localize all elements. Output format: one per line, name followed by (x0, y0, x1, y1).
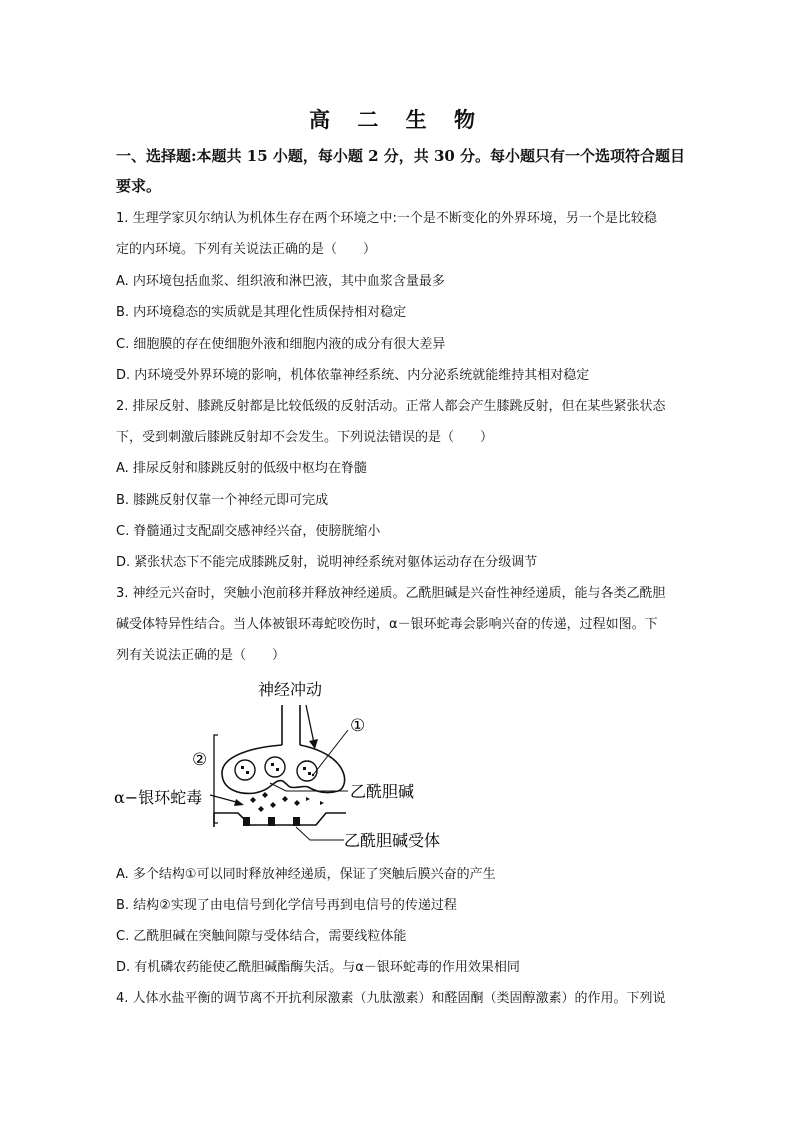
q2-option-b: B. 膝跳反射仅靠一个神经元即可完成 (116, 493, 329, 508)
postsynaptic-membrane (214, 813, 346, 827)
q1-option-a: A. 内环境包括血浆、组织液和淋巴液，其中血浆含量最多 (116, 274, 445, 289)
q3-stem-line3: 列有关说法正确的是（ ） (116, 648, 286, 663)
q2-option-d: D. 紧张状态下不能完成膝跳反射，说明神经系统对躯体运动存在分级调节 (116, 555, 538, 570)
bracket-structure-2 (214, 735, 218, 823)
q3-option-b: B. 结构②实现了由电信号到化学信号再到电信号的传递过程 (116, 898, 457, 913)
section-heading-line1: 一、选择题:本题共 15 小题，每小题 2 分，共 30 分。每小题只有一个选项符合题目 (116, 147, 686, 165)
receptor-leader (296, 827, 344, 840)
vesicle-contents (241, 763, 311, 775)
page-title: 高 二 生 物 (309, 107, 485, 132)
q1-option-d: D. 内环境受外界环境的影响，机体依靠神经系统、内分泌系统就能维持其相对稳定 (116, 368, 590, 383)
section-heading-line2: 要求。 (116, 177, 162, 195)
q3-stem-line2: 碱受体特异性结合。当人体被银环毒蛇咬伤时，α－银环蛇毒会影响兴奋的传递，过程如图。下 (116, 617, 658, 632)
q2-stem-line2: 下，受到刺激后膝跳反射却不会发生。下列说法错误的是（ ） (116, 430, 494, 445)
q2-option-a: A. 排尿反射和膝跳反射的低级中枢均在脊髓 (116, 461, 367, 476)
q4-stem-line1: 4. 人体水盐平衡的调节离不开抗利尿激素（九肽激素）和醛固酮（类固醇激素）的作用。下列说 (116, 991, 666, 1006)
q2-option-c: C. 脊髓通过支配副交感神经兴奋，使膀胱缩小 (116, 524, 381, 539)
q3-option-d: D. 有机磷农药能使乙酰胆碱酯酶失活。与α－银环蛇毒的作用效果相同 (116, 960, 520, 975)
q3-stem-line1: 3. 神经元兴奋时，突触小泡前移并释放神经递质。乙酰胆碱是兴奋性神经递质，能与各类乙酰胆 (116, 586, 666, 601)
synaptic-vesicle (235, 760, 255, 780)
label-nerve-impulse: 神经冲动 (258, 680, 323, 699)
synapse-diagram (110, 675, 490, 850)
q1-stem-line2: 定的内环境。下列有关说法正确的是（ ） (116, 242, 377, 257)
q3-option-c: C. 乙酰胆碱在突触间隙与受体结合，需要线粒体能 (116, 929, 407, 944)
q3-option-a: A. 多个结构①可以同时释放神经递质，保证了突触后膜兴奋的产生 (116, 867, 496, 882)
label-structure-1: ① (350, 716, 366, 736)
label-bungarotoxin: α−银环蛇毒 (114, 788, 203, 807)
toxin-arrowhead (234, 799, 244, 806)
label-1-leader (313, 730, 348, 775)
synaptic-vesicle (297, 761, 317, 781)
impulse-arrow (306, 705, 314, 743)
label-structure-2: ② (192, 750, 208, 770)
released-acetylcholine (250, 792, 324, 812)
q2-stem-line1: 2. 排尿反射、膝跳反射都是比较低级的反射活动。正常人都会产生膝跳反射，但在某些紧张状态 (116, 399, 666, 414)
q1-option-c: C. 细胞膜的存在使细胞外液和细胞内液的成分有很大差异 (116, 337, 446, 352)
q1-option-b: B. 内环境稳态的实质就是其理化性质保持相对稳定 (116, 305, 407, 320)
presynaptic-terminal (222, 745, 345, 793)
synaptic-vesicle (265, 757, 285, 777)
label-acetylcholine: 乙酰胆碱 (350, 782, 415, 801)
label-ach-receptor: 乙酰胆碱受体 (344, 831, 441, 850)
q1-stem-line1: 1. 生理学家贝尔纳认为机体生存在两个环境之中:一个是不断变化的外界环境，另一个是比较稳 (116, 211, 657, 226)
